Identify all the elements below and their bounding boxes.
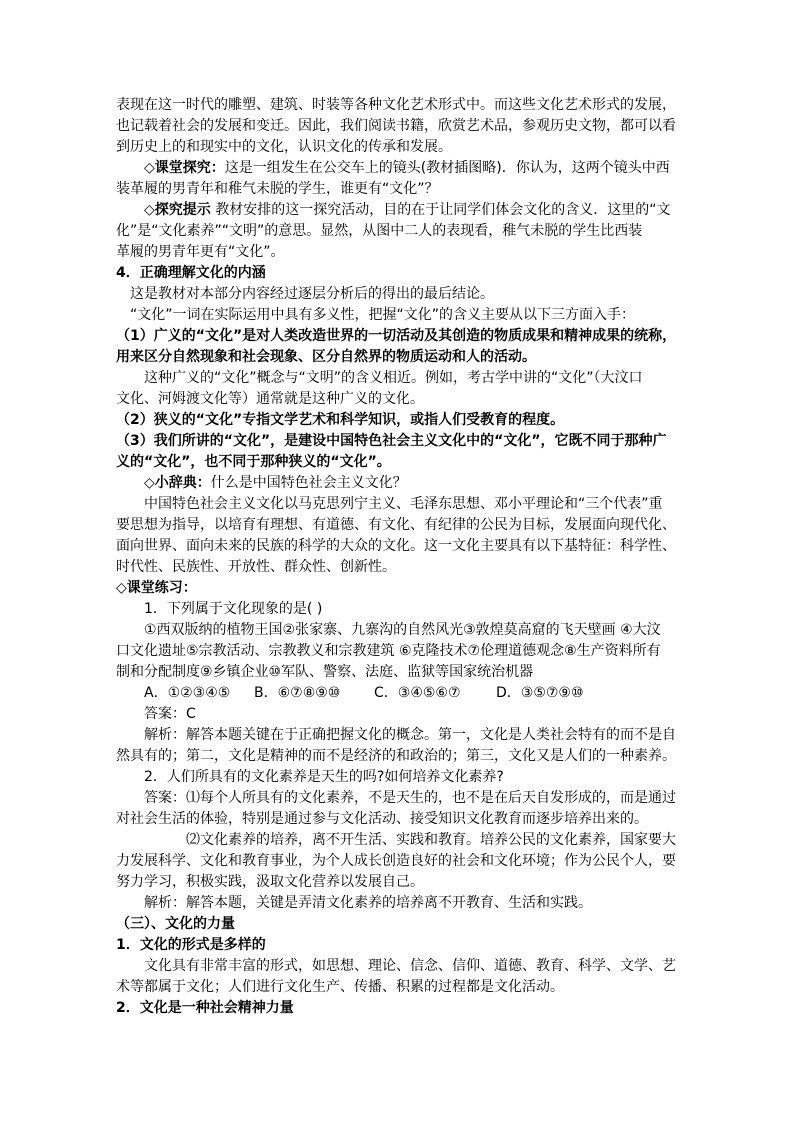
answer-2-cont: 力发展科学、文化和教育事业，为个人成长创造良好的社会和文化环境；作为公民个人，要 xyxy=(116,853,676,869)
text-line: 到历史上的和现实中的文化，认识文化的传承和发展。 xyxy=(116,139,452,155)
hint-text-line: 化”是“文化素养”“文明”的意思。显然，从图中二人的表现看，稚气未脱的学生比西装 xyxy=(116,223,643,239)
practice-heading: ◇课堂练习： xyxy=(116,580,197,596)
answer-2-cont: 对社会生活的体验，特别是通过参与文化活动、接受知识文化教育而逐步培养出来的。 xyxy=(116,811,648,827)
section-heading: 4．正确理解文化的内涵 xyxy=(116,265,266,281)
subsection-heading: 1．文化的形式是多样的 xyxy=(116,937,266,953)
subsection-text: 术等都属于文化；人们进行文化生产、传播、积累的过程都是文化活动。 xyxy=(116,979,564,995)
question-1-items: 制和分配制度⑨乡镇企业⑩军队、警察、法庭、监狱等国家统治机器 xyxy=(116,664,534,680)
dictionary-label: ◇小辞典： xyxy=(144,475,211,491)
hint-paragraph xyxy=(116,200,686,221)
point-3-cont: 义的“文化”，也不同于那种狭义的“文化”。 xyxy=(116,454,391,470)
dictionary-text: 时代性、民族性、开放性、群众性、创新性。 xyxy=(116,559,396,575)
text-line: 也记载着社会的发展和变迁。因此，我们阅读书籍，欣赏艺术品，参观历史文物，都可以看 xyxy=(116,118,676,134)
answer-1: 答案：C xyxy=(144,706,196,722)
explanation-2: 解析：解答本题，关键是弄清文化素养的培养离不开教育、生活和实践。 xyxy=(144,895,592,911)
explore-label: ◇课堂探究： xyxy=(144,160,225,176)
dictionary-text: 要思想为指导，以培育有理想、有道德、有文化、有纪律的公民为目标，发展面向现代化、 xyxy=(116,517,676,533)
subsection-heading: 2．文化是一种社会精神力量 xyxy=(116,1000,294,1016)
dictionary-text: 面向世界、面向未来的民族的科学的大众的文化。这一文化主要具有以下基特征：科学性、 xyxy=(116,538,676,554)
question-1-items: ①西双版纳的植物王国②张家寨、九寨沟的自然风光③敦煌莫高窟的飞天壁画 ④大汶 xyxy=(144,622,661,638)
explanation-1: 解析：解答本题关键在于正确把握文化的概念。第一，文化是人类社会特有的而不是自 xyxy=(144,727,676,743)
document-page xyxy=(116,95,686,1019)
option-b: B．⑥⑦⑧⑨⑩ xyxy=(254,685,341,701)
explore-text-line: 装革履的男青年和稚气未脱的学生，谁更有“文化”？ xyxy=(116,181,439,197)
explanation-1-cont: 然具有的；第二，文化是精神的而不是经济的和政治的；第三，文化又是人们的一种素养。 xyxy=(116,748,676,764)
point-2: （2）狭义的“文化”专指文学艺术和科学知识，或指人们受教育的程度。 xyxy=(116,412,565,428)
explore-text: 这是一组发生在公交车上的镜头(教材插图略)．你认为，这两个镜头中西 xyxy=(224,160,670,176)
hint-text-line: 革履的男青年更有“文化”。 xyxy=(116,244,285,260)
question-2: 2．人们所具有的文化素养是天生的吗?如何培养文化素养? xyxy=(144,769,504,785)
question-1-items: 口文化遗址⑤宗教活动、宗教教义和宗教建筑 ⑥克隆技术⑦伦理道德观念⑧生产资料所有 xyxy=(116,643,661,659)
option-c: C．③④⑤⑥⑦ xyxy=(374,685,461,701)
point-3: （3）我们所讲的“文化”，是建设中国特色社会主义文化中的“文化”，它既不同于那种广 xyxy=(116,433,667,449)
intro-line: 这是教材对本部分内容经过逐层分析后的得出的最后结论。 xyxy=(130,286,494,302)
point-1-note-cont: 文化、河姆渡文化等）通常就是这种广义的文化。 xyxy=(116,391,424,407)
question-1: 1．下列属于文化现象的是( ) xyxy=(144,601,323,617)
hint-text: 教材安排的这一探究活动，目的在于让同学们体会文化的含义．这里的“文 xyxy=(210,202,671,218)
option-d: D．③⑤⑦⑨⑩ xyxy=(496,685,584,701)
answer-2: 答案：⑴每个人所具有的文化素养，不是天生的，也不是在后天自发形成的，而是通过 xyxy=(144,790,676,806)
answer-2-part-2: ⑵文化素养的培养，离不开生活、实践和教育。培养公民的文化素养，国家要大 xyxy=(186,832,676,848)
text-line: 表现在这一时代的雕塑、建筑、时装等各种文化艺术形式中。而这些文化艺术形式的发展， xyxy=(116,97,676,113)
option-a: A．①②③④⑤ xyxy=(144,685,231,701)
dictionary-paragraph xyxy=(116,473,686,494)
point-1: （1）广义的“文化”是对人类改造世界的一切活动及其创造的物质成果和精神成果的统称， xyxy=(116,328,677,344)
intro-line: “文化”一词在实际运用中具有多义性，把握“文化”的含义主要从以下三方面入手： xyxy=(130,307,636,323)
point-1-cont: 用来区分自然现象和社会现象、区分自然界的物质运动和人的活动。 xyxy=(116,349,536,365)
hint-label: ◇探究提示 xyxy=(144,202,211,218)
subsection-text: 文化具有非常丰富的形式，如思想、理论、信念、信仰、道德、教育、科学、文学、艺 xyxy=(144,958,676,974)
section-heading: （三）、文化的力量 xyxy=(116,916,235,932)
answer-options xyxy=(116,683,686,704)
dictionary-question: 什么是中国特色社会主义文化？ xyxy=(210,475,407,491)
answer-2-cont: 努力学习，积极实践，汲取文化营养以发展自己。 xyxy=(116,874,424,890)
explore-paragraph xyxy=(116,158,686,179)
dictionary-text: 中国特色社会主义文化以马克思列宁主义、毛泽东思想、邓小平理论和“三个代表”重 xyxy=(144,496,663,512)
point-1-note: 这种广义的“文化”概念与“文明”的含义相近。例如，考古学中讲的“文化”（大汶口 xyxy=(144,370,643,386)
